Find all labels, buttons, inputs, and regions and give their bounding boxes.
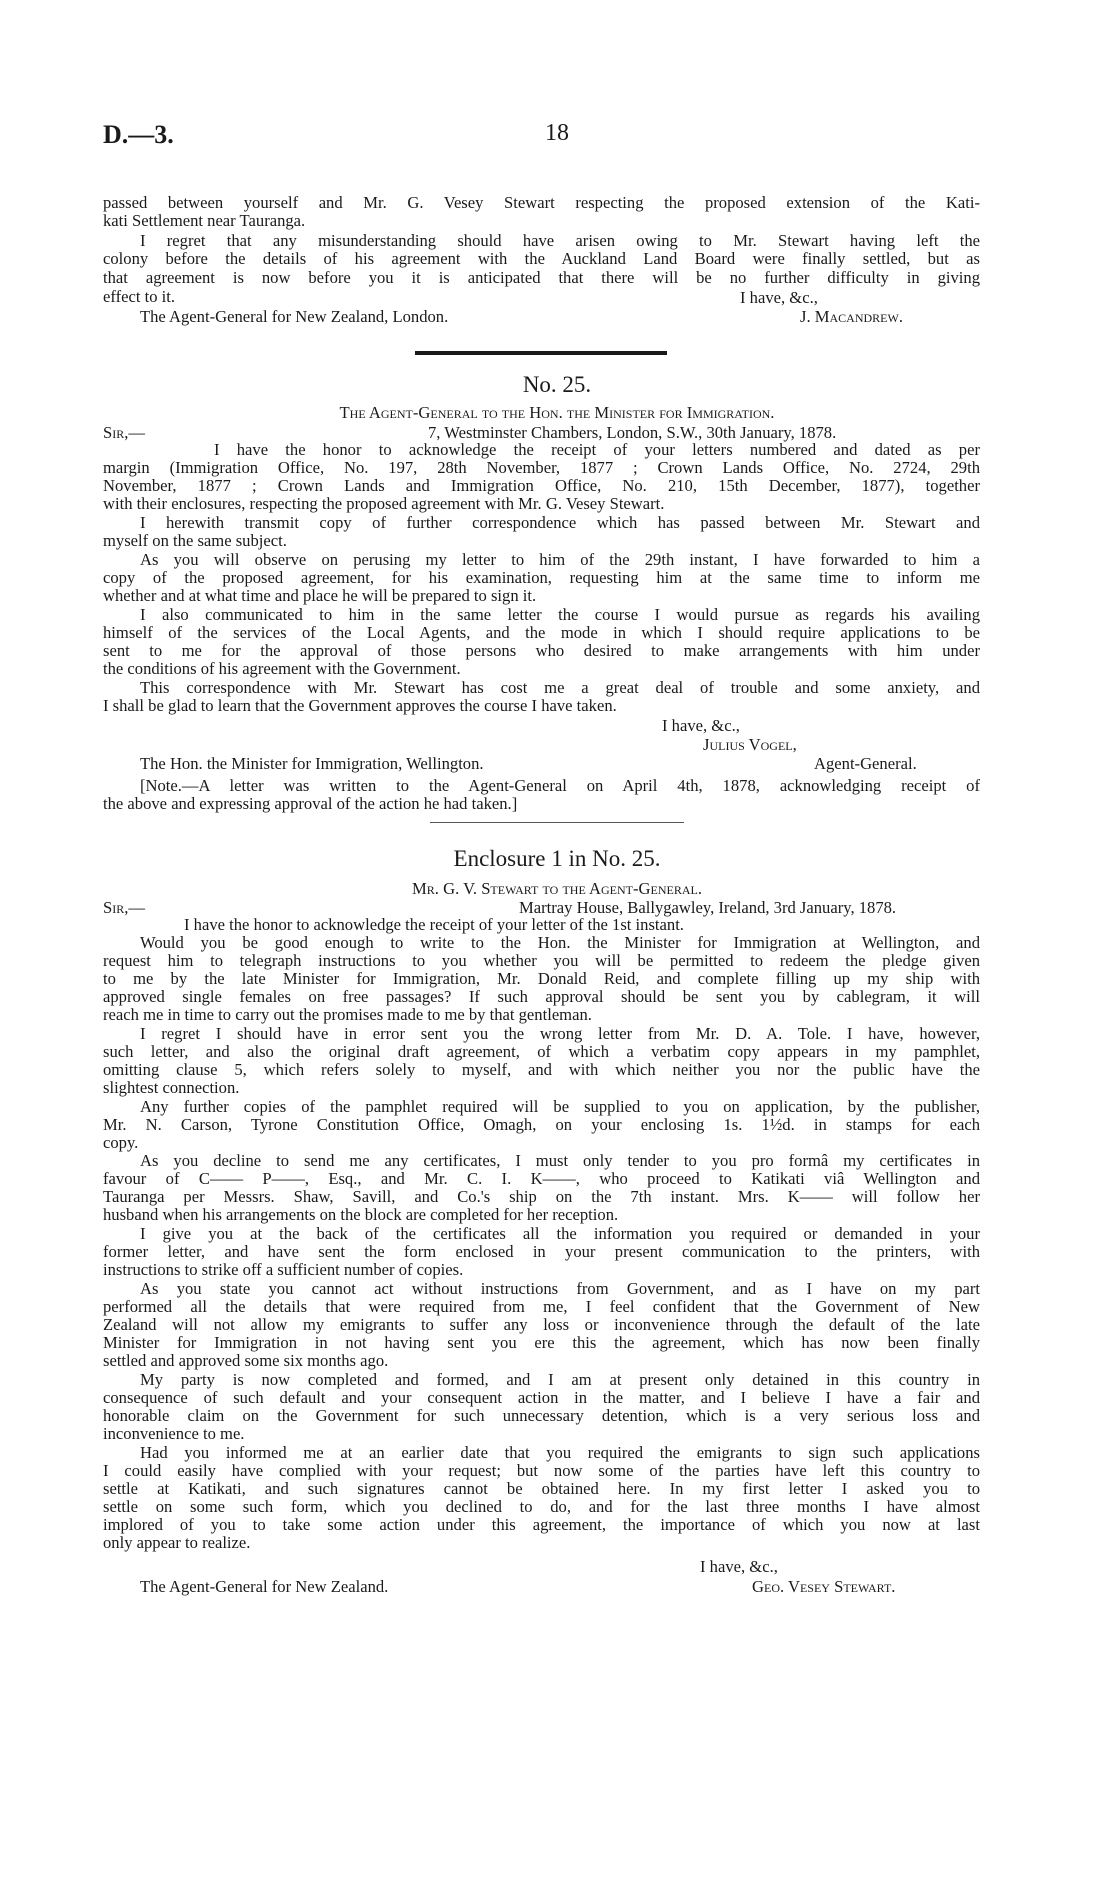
body-line: implored of you to take some action under this agreement, the importance of which you now at last [103, 1515, 980, 1534]
body-line: I shall be glad to learn that the Government approves the course I have taken. [103, 696, 617, 715]
body-line: As you decline to send me any certificates, I must only tender to you pro formâ my certificates in [140, 1151, 980, 1170]
signature: J. Macandrew. [800, 307, 903, 326]
body-line: to me by the late Minister for Immigration, Mr. Donald Reid, and complete filling up my ship with [103, 969, 980, 988]
addressee: The Hon. the Minister for Immigration, Wellington. [140, 754, 484, 773]
section-divider [430, 822, 684, 823]
body-line: settle at Katikati, and such signatures cannot be obtained here. In my first letter I asked you to [103, 1479, 980, 1498]
signature: Julius Vogel, [703, 735, 797, 754]
body-line: Would you be good enough to write to the Hon. the Minister for Immigration at Wellington, and [140, 933, 980, 952]
body-line: honorable claim on the Government for such unnecessary detention, which is a very serious loss and [103, 1406, 980, 1425]
body-line: Had you informed me at an earlier date that you required the emigrants to sign such applications [140, 1443, 980, 1462]
salutation: Sir,— [103, 898, 145, 917]
body-line: that agreement is now before you it is anticipated that there will be no further difficulty in giving [103, 268, 980, 287]
salutation: Sir,— [103, 423, 145, 442]
body-line: This correspondence with Mr. Stewart has cost me a great deal of trouble and some anxiety, and [140, 678, 980, 697]
body-line: I have the honor to acknowledge the receipt of your letter of the 1st instant. [184, 915, 684, 934]
body-line: colony before the details of his agreement with the Auckland Land Board were finally settled, but as [103, 249, 980, 268]
body-line: effect to it. [103, 287, 176, 306]
closing: I have, &c., [700, 1557, 778, 1576]
letter-subtitle: The Agent-General to the Hon. the Minister for Immigration. [339, 403, 775, 422]
body-line: settle on some such form, which you declined to do, and for the last three months I have almost [103, 1497, 980, 1516]
signature-title: Agent-General. [814, 754, 917, 773]
enclosure-subtitle: Mr. G. V. Stewart to the Agent-General. [412, 879, 702, 898]
body-line: I regret that any misunderstanding should have arisen owing to Mr. Stewart having left the [140, 231, 980, 250]
section-divider [415, 351, 667, 355]
body-line: performed all the details that were required from me, I feel confident that the Government of New [103, 1297, 980, 1316]
body-line: As you state you cannot act without instructions from Government, and as I have on my part [140, 1279, 980, 1298]
body-line: inconvenience to me. [103, 1424, 245, 1443]
body-line: Zealand will not allow my emigrants to suffer any loss or inconvenience through the default of the late [103, 1315, 980, 1334]
letter-title: No. 25. [522, 372, 592, 397]
body-line: reach me in time to carry out the promises made to me by that gentleman. [103, 1005, 592, 1024]
body-line: consequence of such default and your consequent action in the matter, and I believe I have a fair and [103, 1388, 980, 1407]
body-line: sent to me for the approval of those persons who desired to make arrangements with him under [103, 641, 980, 660]
editorial-note: the above and expressing approval of the action he had taken.] [103, 794, 518, 813]
addressee: The Agent-General for New Zealand, London. [140, 307, 449, 326]
body-line: approved single females on free passages? If such approval should be sent you by cablegram, it will [103, 987, 980, 1006]
body-line: such letter, and also the original draft agreement, of which a verbatim copy appears in my pamphlet, [103, 1042, 980, 1061]
editorial-note: [Note.—A letter was written to the Agent-General on April 4th, 1878, acknowledging receipt of [140, 776, 980, 795]
body-line: whether and at what time and place he will be prepared to sign it. [103, 586, 537, 605]
document-reference: D.—3. [103, 120, 174, 149]
body-line: former letter, and have sent the form enclosed in your present communication to the printers, with [103, 1242, 980, 1261]
body-line: himself of the services of the Local Agents, and the mode in which I should require applications to be [103, 623, 980, 642]
page-number: 18 [545, 120, 569, 146]
enclosure-title: Enclosure 1 in No. 25. [453, 846, 661, 871]
body-line: request him to telegraph instructions to you whether you will be permitted to redeem the pledge given [103, 951, 980, 970]
body-line: Any further copies of the pamphlet required will be supplied to you on application, by the publisher, [140, 1097, 980, 1116]
body-line: margin (Immigration Office, No. 197, 28th November, 1877 ; Crown Lands Office, No. 2724, 29th [103, 458, 980, 477]
body-line: favour of C—— P——, Esq., and Mr. C. I. K——, who proceed to Katikati viâ Wellington and [103, 1169, 980, 1188]
body-line: copy of the proposed agreement, for his examination, requesting him at the same time to inform me [103, 568, 980, 587]
body-line: copy. [103, 1133, 139, 1152]
body-line: instructions to strike off a sufficient number of copies. [103, 1260, 464, 1279]
body-line: kati Settlement near Tauranga. [103, 211, 306, 230]
body-line: only appear to realize. [103, 1533, 251, 1552]
body-line: settled and approved some six months ago. [103, 1351, 389, 1370]
body-line: I also communicated to him in the same letter the course I would pursue as regards his availing [140, 605, 980, 624]
addressee: The Agent-General for New Zealand. [140, 1577, 389, 1596]
closing: I have, &c., [662, 716, 740, 735]
body-line: husband when his arrangements on the block are completed for her reception. [103, 1205, 619, 1224]
body-line: I give you at the back of the certificates all the information you required or demanded in your [140, 1224, 980, 1243]
body-line: I herewith transmit copy of further correspondence which has passed between Mr. Stewart and [140, 513, 980, 532]
body-line: with their enclosures, respecting the proposed agreement with Mr. G. Vesey Stewart. [103, 494, 665, 513]
body-line: myself on the same subject. [103, 531, 287, 550]
body-line: Minister for Immigration in not having sent you ere this the agreement, which has now been finally [103, 1333, 980, 1352]
body-line: I regret I should have in error sent you the wrong letter from Mr. D. A. Tole. I have, however, [140, 1024, 980, 1043]
letter-address: 7, Westminster Chambers, London, S.W., 30th January, 1878. [428, 423, 837, 442]
signature: Geo. Vesey Stewart. [752, 1577, 896, 1596]
body-line: passed between yourself and Mr. G. Vesey Stewart respecting the proposed extension of the Kati- [103, 193, 980, 212]
body-line: Tauranga per Messrs. Shaw, Savill, and Co.'s ship on the 7th instant. Mrs. K—— will follow her [103, 1187, 980, 1206]
body-line: As you will observe on perusing my letter to him of the 29th instant, I have forwarded to him a [140, 550, 980, 569]
body-line: omitting clause 5, which refers solely to myself, and with which neither you nor the public have the [103, 1060, 980, 1079]
closing: I have, &c., [740, 288, 818, 307]
body-line: Mr. N. Carson, Tyrone Constitution Office, Omagh, on your enclosing 1s. 1½d. in stamps for each [103, 1115, 980, 1134]
body-line: My party is now completed and formed, and I am at present only detained in this country in [140, 1370, 980, 1389]
body-line: slightest connection. [103, 1078, 240, 1097]
body-line: I could easily have complied with your request; but now some of the parties have left this country to [103, 1461, 980, 1480]
letter-address: Martray House, Ballygawley, Ireland, 3rd January, 1878. [519, 898, 897, 917]
body-line: the conditions of his agreement with the Government. [103, 659, 461, 678]
body-line: November, 1877 ; Crown Lands and Immigration Office, No. 210, 15th December, 1877), together [103, 476, 980, 495]
body-line: I have the honor to acknowledge the receipt of your letters numbered and dated as per [214, 440, 980, 459]
